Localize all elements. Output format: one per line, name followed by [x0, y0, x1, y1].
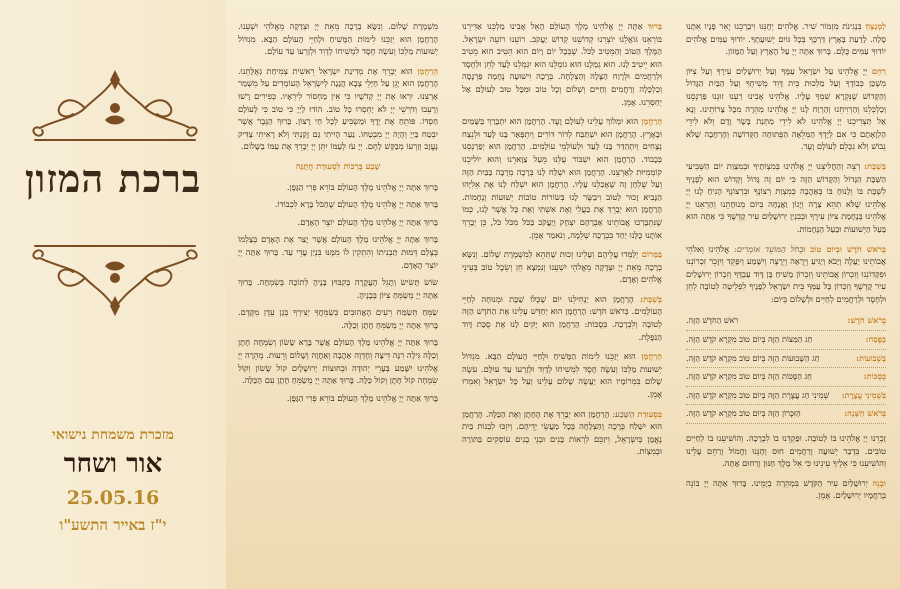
- paragraph-text: הָרַחֲמָן הוּא יְבָרֵךְ אֶת הֶחָתָן וְאֶת הַכַּלָּה. הָרַחֲמָן הוּא יִשְׁלַח בְּרָכָה וְהַצְלָחָה בְּכָל מַעֲשֵׂי יְדֵיהֶם. וְיִזְכּוּ לִבְנוֹת בַּיִת נֶאֱמָן בְּיִשְׂרָאֵל, וִיזַכֵּם לִרְאוֹת בָּנִים וּבְנֵי בָנִים עוֹסְקִים בַּתּוֹרָה וּבְמִצְוֹת.: [462, 408, 662, 457]
- prayer-paragraph: [462, 115, 662, 241]
- holiday-text: הַזִּכָּרוֹן הַזֶּה בְּיוֹם טוֹב מִקְרָא קֹדֶשׁ הַזֶּה.: [686, 409, 801, 419]
- paragraph-lead: בְּשַׁבָּת:: [640, 293, 662, 304]
- blessing-item: בָּרוּךְ אַתָּה יְיָ אֱלֹהֵינוּ מֶלֶךְ הָעוֹלָם יוֹצֵר הָאָדָם.: [297, 216, 438, 227]
- paragraph-lead: בַּמָּרוֹם: [641, 249, 662, 260]
- prayer-paragraph: [462, 248, 662, 286]
- cover-panel: [0, 0, 226, 589]
- blessing-item: בָּרוּךְ אַתָּה יְיָ אֱלֹהֵינוּ מֶלֶךְ הָעוֹלָם אֲשֶׁר יָצַר אֶת הָאָדָם בְּצַלְמוֹ בְּצֶלֶם דְּמוּת תַּבְנִיתוֹ וְהִתְקִין לוֹ מִמֶּנּוּ בִּנְיַן עֲדֵי עַד. בָּרוּךְ אַתָּה יְיָ יוֹצֵר הָאָדָם.: [238, 234, 438, 270]
- prayer-paragraph: [238, 20, 438, 58]
- text-column-2: [462, 20, 662, 577]
- holiday-row: [686, 405, 886, 424]
- holiday-name: בְּפֶסַח:: [865, 334, 886, 345]
- paragraph-lead: הָרַחֲמָן: [417, 65, 438, 76]
- holiday-row: [686, 331, 886, 350]
- cover-hebrew-date: י"ז באייר התשע"ו: [59, 516, 167, 534]
- paragraph-lead: וּבְנֵה: [872, 477, 886, 488]
- paragraph-lead: בְּשַׁבָּת:: [864, 160, 886, 171]
- blessing-item: בָּרוּךְ אַתָּה יְיָ אֱלֹהֵינוּ מֶלֶךְ הָעוֹלָם בּוֹרֵא פְּרִי הַגָּפֶן.: [286, 181, 438, 192]
- text-column-1: [686, 20, 886, 577]
- paragraph-text: רְצֵה וְהַחֲלִיצֵנוּ יְיָ אֱלֹהֵינוּ בְּמִצְוֹתֶיךָ וּבְמִצְוַת יוֹם הַשְּׁבִיעִי הַשַּׁבָּת הַגָּדוֹל וְהַקָּדוֹשׁ הַזֶּה כִּי יוֹם זֶה גָּדוֹל וְקָדוֹשׁ הוּא לְפָנֶיךָ לִשְׁבָּת בּוֹ וְלָנוּחַ בּוֹ בְּאַהֲבָה כְּמִצְוַת רְצוֹנֶךָ וּבִרְצוֹנְךָ הָנִיחַ לָנוּ יְיָ אֱלֹהֵינוּ שֶׁלֹּא תְהֵא צָרָה וְיָגוֹן וַאֲנָחָה בְּיוֹם מְנוּחָתֵנוּ וְהַרְאֵנוּ יְיָ אֱלֹהֵינוּ בְּנֶחָמַת צִיּוֹן עִירֶךָ וּבְבִנְיַן יְרוּשָׁלַיִם עִיר קָדְשֶׁךָ כִּי אַתָּה הוּא בַּעַל הַיְשׁוּעוֹת וּבַעַל הַנֶּחָמוֹת.: [686, 160, 886, 234]
- paragraph-lead: הָרַחֲמָן: [641, 116, 662, 127]
- holiday-name: בְּסֻכּוֹת:: [863, 371, 886, 382]
- paragraph-lead: בִּסְעוּדַת: [637, 408, 662, 419]
- holiday-text: שְׁמִינִי חַג עֲצֶרֶת הַזֶּה בְּיוֹם טוֹב מִקְרָא קֹדֶשׁ הַזֶּה.: [686, 390, 830, 400]
- prayer-paragraph: [686, 477, 886, 502]
- blessing-item: בָּרוּךְ אַתָּה יְיָ אֱלֹהֵינוּ מֶלֶךְ הָעוֹלָם בּוֹרֵא פְּרִי הַגָּפֶן.: [286, 392, 438, 403]
- paragraph-text: הוּא יִמְלוֹךְ עָלֵינוּ לְעוֹלָם וָעֶד. הָרַחֲמָן הוּא יִתְבָּרַךְ בַּשָּׁמַיִם וּבָאָרֶץ. הָרַחֲמָן הוּא יִשְׁתַּבַּח לְדוֹר דּוֹרִים וְיִתְפָּאַר בָּנוּ לָעַד וּלְנֵצַח נְצָחִים וְיִתְהַדַּר בָּנוּ לָעַד וּלְעוֹלְמֵי עוֹלָמִים. הָרַחֲמָן הוּא יְפַרְנְסֵנוּ בְּכָבוֹד. הָרַחֲמָן הוּא יִשְׁבּוֹר עֻלֵּנוּ מֵעַל צַוָּארֵנוּ וְהוּא יוֹלִיכֵנוּ קוֹמְמִיּוּת לְאַרְצֵנוּ. הָרַחֲמָן הוּא יִשְׁלַח לָנוּ בְּרָכָה מְרֻבָּה בַּבַּיִת הַזֶּה וְעַל שֻׁלְחָן זֶה שֶׁאָכַלְנוּ עָלָיו. הָרַחֲמָן הוּא יִשְׁלַח לָנוּ אֶת אֵלִיָּהוּ הַנָּבִיא זָכוּר לַטּוֹב וִיבַשֶּׂר לָנוּ בְּשׂוֹרוֹת טוֹבוֹת יְשׁוּעוֹת וְנֶחָמוֹת. הָרַחֲמָן הוּא יְבָרֵךְ אֶת בַּעֲלִי וְאֶת אִשְׁתִּי וְאֶת כָּל אֲשֶׁר לָנוּ, כְּמוֹ שֶׁנִּתְבָּרְכוּ אֲבוֹתֵינוּ אַבְרָהָם יִצְחָק וְיַעֲקֹב בַּכֹּל מִכֹּל כֹּל, כֵּן יְבָרֵךְ אוֹתָנוּ כֻּלָּנוּ יַחַד בִּבְרָכָה שְׁלֵמָה, וְנֹאמַר אָמֵן.: [462, 116, 662, 240]
- holiday-row: [686, 312, 886, 331]
- holiday-name: בְּשָׁבוּעוֹת:: [856, 352, 886, 363]
- paragraph-text: הָרַחֲמָן הוּא יַנְחִילֵנוּ יוֹם שֶׁכֻּלּוֹ שַׁבָּת וּמְנוּחָה לְחַיֵּי הָעוֹלָמִים. בְּרֹאשׁ חֹדֶשׁ: הָרַחֲמָן הוּא יְחַדֵּשׁ עָלֵינוּ אֶת הַחֹדֶשׁ הַזֶּה לְטוֹבָה וְלִבְרָכָה. בְּסֻכּוֹת: הָרַחֲמָן הוּא יָקִים לָנוּ אֶת סֻכַּת דָּוִד הַנֹּפָלֶת.: [462, 293, 662, 342]
- cover-date: 25.05.16: [66, 487, 160, 509]
- holiday-text: חַג הַמַּצּוֹת הַזֶּה בְּיוֹם טוֹב מִקְרָא קֹדֶשׁ הַזֶּה.: [686, 335, 813, 345]
- cover-memento: מזכרת משמחת נישואי: [52, 427, 174, 443]
- paragraph-lead: הָרַחֲמָן: [641, 351, 662, 362]
- holiday-list: [686, 312, 886, 424]
- text-column-3: [238, 20, 438, 577]
- cover-names: אור ושחר: [63, 449, 163, 479]
- paragraph-text: הוּא יְבָרֵךְ אֶת מְדִינַת יִשְׂרָאֵל רֵאשִׁית צְמִיחַת גְּאֻלָּתֵנוּ. הָרַחֲמָן הוּא יָגֵן עַל חַיָּלֵי צְבָא הֲגָנָה לְיִשְׂרָאֵל הָעוֹמְדִים עַל מִשְׁמַר אַרְצֵנוּ. יִרְאוּ אֶת יְיָ קְדֹשָׁיו כִּי אֵין מַחְסוֹר לִירֵאָיו. כְּפִירִים רָשׁוּ וְרָעֵבוּ וְדֹרְשֵׁי יְיָ לֹא יַחְסְרוּ כָל טוֹב. הוֹדוּ לַיְיָ כִּי טוֹב כִּי לְעוֹלָם חַסְדּוֹ. פּוֹתֵחַ אֶת יָדֶךָ וּמַשְׂבִּיעַ לְכָל חַי רָצוֹן. בָּרוּךְ הַגֶּבֶר אֲשֶׁר יִבְטַח בַּיְיָ וְהָיָה יְיָ מִבְטַחוֹ. נַעַר הָיִיתִי גַּם זָקַנְתִּי וְלֹא רָאִיתִי צַדִּיק נֶעֱזָב וְזַרְעוֹ מְבַקֶּשׁ לָחֶם. יְיָ עֹז לְעַמּוֹ יִתֵּן יְיָ יְבָרֵךְ אֶת עַמּוֹ בַשָּׁלוֹם.: [238, 65, 438, 152]
- cover-title: ברכת המזון: [24, 156, 202, 201]
- paragraph-text: מִשְׁמֶרֶת שָׁלוֹם. וְנִשָּׂא בְרָכָה מֵאֵת יְיָ וּצְדָקָה מֵאֱלֹהֵי יִשְׁעֵנוּ. הָרַחֲמָן הוּא יְזַכֵּנוּ לִימוֹת הַמָּשִׁיחַ וּלְחַיֵּי הָעוֹלָם הַבָּא. מִגְדּוֹל יְשׁוּעוֹת מַלְכּוֹ וְעֹשֶׂה חֶסֶד לִמְשִׁיחוֹ לְדָוִד וּלְזַרְעוֹ עַד עוֹלָם.: [238, 21, 438, 57]
- seven-blessings-title: שֶׁבַע בְּרָכוֹת לִסְעוּדַת חֲתֻנָּה: [295, 160, 381, 171]
- prayer-paragraph: [686, 243, 886, 306]
- holiday-text: רֹאשׁ הַחֹדֶשׁ הַזֶּה.: [686, 316, 739, 326]
- prayer-paragraph: [686, 432, 886, 470]
- paragraph-text: בִּנְגִינֹת מִזְמוֹר שִׁיר. אֱלֹהִים יְחָנֵּנוּ וִיבָרְכֵנוּ יָאֵר פָּנָיו אִתָּנוּ סֶלָה. לָדַעַת בָּאָרֶץ דַּרְכֶּךָ בְּכָל גּוֹיִם יְשׁוּעָתֶךָ. יוֹדוּךָ עַמִּים אֱלֹהִים יוֹדוּךָ עַמִּים כֻּלָּם. בָּרוּךְ אַתָּה יְיָ עַל הָאָרֶץ וְעַל הַמָּזוֹן.: [686, 21, 886, 57]
- blessing-item: שַׂמֵּחַ תְּשַׂמַּח רֵעִים הָאֲהוּבִים כְּשַׂמֵּחֲךָ יְצִירְךָ בְּגַן עֵדֶן מִקֶּדֶם. בָּרוּךְ אַתָּה יְיָ מְשַׂמֵּחַ חָתָן וְכַלָּה.: [238, 307, 438, 330]
- holiday-name: בְּרֹאשׁ הַשָּׁנָה:: [844, 408, 886, 419]
- blessing-item: בָּרוּךְ אַתָּה יְיָ אֱלֹהֵינוּ מֶלֶךְ הָעוֹלָם אֲשֶׁר בָּרָא שָׂשׂוֹן וְשִׂמְחָה חָתָן וְכַלָּה גִּילָה רִנָּה דִּיצָה וְחֶדְוָה אַהֲבָה וְאַחֲוָה וְשָׁלוֹם וְרֵעוּת. מְהֵרָה יְיָ אֱלֹהֵינוּ יִשָּׁמַע בְּעָרֵי יְהוּדָה וּבְחוּצוֹת יְרוּשָׁלָיִם קוֹל שָׂשׂוֹן וְקוֹל שִׂמְחָה קוֹל חָתָן וְקוֹל כַּלָּה. בָּרוּךְ אַתָּה יְיָ מְשַׂמֵּחַ חָתָן עִם הַכַּלָּה.: [238, 337, 438, 386]
- holiday-name: בְּרֹאשׁ חֹדֶשׁ:: [847, 315, 886, 326]
- prayer-paragraph: [686, 65, 886, 153]
- blessing-item: שׂוֹשׂ תָּשִׂישׂ וְתָגֵל הָעֲקָרָה בְּקִבּוּץ בָּנֶיהָ לְתוֹכָהּ בְּשִׂמְחָה. בָּרוּךְ אַתָּה יְיָ מְשַׂמֵּחַ צִיּוֹן בְּבָנֶיהָ.: [238, 277, 438, 300]
- paragraph-lead: רַחֵם: [871, 65, 886, 76]
- prayer-paragraph: [462, 350, 662, 400]
- prayer-paragraph: [462, 408, 662, 458]
- prayer-paragraph: [462, 293, 662, 343]
- ornament-bottom-icon: [25, 238, 205, 318]
- paragraph-note: הַשֶּׁבַע:: [612, 408, 635, 419]
- paragraph-text: יְלַמְּדוּ עֲלֵיהֶם וְעָלֵינוּ זְכוּת שֶׁתְּהֵא לְמִשְׁמֶרֶת שָׁלוֹם. וְנִשָּׂא בְרָכָה מֵאֵת יְיָ וּצְדָקָה מֵאֱלֹהֵי יִשְׁעֵנוּ וְנִמְצָא חֵן וְשֵׂכֶל טוֹב בְּעֵינֵי אֱלֹהִים וְאָדָם.: [462, 249, 662, 285]
- paragraph-text: יְרוּשָׁלַיִם עִיר הַקֹּדֶשׁ בִּמְהֵרָה בְיָמֵינוּ. בָּרוּךְ אַתָּה יְיָ בּוֹנֵה בְרַחֲמָיו יְרוּשָׁלָיִם. אָמֵן.: [686, 477, 886, 501]
- paragraph-text: הוּא יְזַכֵּנוּ לִימוֹת הַמָּשִׁיחַ וּלְחַיֵּי הָעוֹלָם הַבָּא. מִגְדּוֹל יְשׁוּעוֹת מַלְכּוֹ וְעֹשֶׂה חֶסֶד לִמְשִׁיחוֹ לְדָוִד וּלְזַרְעוֹ עַד עוֹלָם. עֹשֶׂה שָׁלוֹם בִּמְרוֹמָיו הוּא יַעֲשֶׂה שָׁלוֹם עָלֵינוּ וְעַל כָּל יִשְׂרָאֵל וְאִמְרוּ אָמֵן.: [462, 351, 662, 400]
- holiday-name: בִּשְׁמִינִי עֲצֶרֶת:: [841, 389, 886, 400]
- holiday-row: [686, 387, 886, 406]
- paragraph-text: אֱלֹהֵינוּ וֵאלֹהֵי אֲבוֹתֵינוּ יַעֲלֶה וְיָבֹא וְיַגִּיעַ וְיֵרָאֶה וְיֵרָצֶה וְיִשָּׁמַע וְיִפָּקֵד וְיִזָּכֵר זִכְרוֹנֵנוּ וּפִקְדוֹנֵנוּ וְזִכְרוֹן אֲבוֹתֵינוּ וְזִכְרוֹן מָשִׁיחַ בֶּן דָּוִד עַבְדֶּךָ וְזִכְרוֹן יְרוּשָׁלַיִם עִיר קָדְשֶׁךָ וְזִכְרוֹן כָּל עַמְּךָ בֵּית יִשְׂרָאֵל לְפָנֶיךָ לִפְלֵיטָה לְטוֹבָה לְחֵן וּלְחֶסֶד וּלְרַחֲמִים לְחַיִּים וּלְשָׁלוֹם בְּיוֹם:: [686, 243, 886, 304]
- prayer-paragraph: [686, 20, 886, 58]
- holiday-row: [686, 368, 886, 387]
- paragraph-lead: לַמְנַצֵּחַ: [865, 21, 886, 31]
- paragraph-text: יְיָ אֱלֹהֵינוּ עַל יִשְׂרָאֵל עַמֶּךָ וְעַל יְרוּשָׁלַיִם עִירֶךָ וְעַל צִיּוֹן מִשְׁכַּן כְּבוֹדֶךָ וְעַל מַלְכוּת בֵּית דָּוִד מְשִׁיחֶךָ וְעַל הַבַּיִת הַגָּדוֹל וְהַקָּדוֹשׁ שֶׁנִּקְרָא שִׁמְךָ עָלָיו. אֱלֹהֵינוּ אָבִינוּ רְעֵנוּ זוּנֵנוּ פַּרְנְסֵנוּ וְכַלְכְּלֵנוּ וְהַרְוִיחֵנוּ וְהַרְוַח לָנוּ יְיָ אֱלֹהֵינוּ מְהֵרָה מִכָּל צָרוֹתֵינוּ. וְנָא אַל תַּצְרִיכֵנוּ יְיָ אֱלֹהֵינוּ לֹא לִידֵי מַתְּנַת בָּשָׂר וָדָם וְלֹא לִידֵי הַלְוָאָתָם כִּי אִם לְיָדְךָ הַמְּלֵאָה הַפְּתוּחָה הַקְּדוֹשָׁה וְהָרְחָבָה שֶׁלֹּא נֵבוֹשׁ וְלֹא נִכָּלֵם לְעוֹלָם וָעֶד.: [686, 65, 886, 152]
- paragraph-text: אַתָּה יְיָ אֱלֹהֵינוּ מֶלֶךְ הָעוֹלָם הָאֵל אָבִינוּ מַלְכֵּנוּ אַדִּירֵנוּ בּוֹרְאֵנוּ גּוֹאֲלֵנוּ יוֹצְרֵנוּ קְדוֹשֵׁנוּ קְדוֹשׁ יַעֲקֹב. רוֹעֵנוּ רוֹעֵה יִשְׂרָאֵל. הַמֶּלֶךְ הַטּוֹב וְהַמֵּטִיב לַכֹּל. שֶׁבְּכָל יוֹם וָיוֹם הוּא הֵטִיב הוּא מֵטִיב הוּא יֵיטִיב לָנוּ. הוּא גְמָלָנוּ הוּא גוֹמְלֵנוּ הוּא יִגְמְלֵנוּ לָעַד לְחֵן וּלְחֶסֶד וּלְרַחֲמִים וּלְרֶוַח הַצָּלָה וְהַצְלָחָה. בְּרָכָה וִישׁוּעָה נֶחָמָה פַּרְנָסָה וְכַלְכָּלָה וְרַחֲמִים וְחַיִּים וְשָׁלוֹם וְכָל טוֹב וּמִכָּל טוּב לְעוֹלָם אַל יְחַסְּרֵנוּ. אָמֵן.: [462, 21, 662, 107]
- paragraph-lead: בְּרֹאשׁ חֹדֶשׁ וּבְיוֹם טוֹב: [810, 243, 886, 254]
- ornament-top-icon: [25, 68, 205, 148]
- prayer-paragraph: [238, 65, 438, 153]
- paragraph-note: וּבְחֹל הַמּוֹעֵד אוֹמְרִים:: [734, 243, 806, 254]
- paragraph-lead: בָּרוּךְ: [647, 21, 662, 31]
- holiday-text: חַג הַשָּׁבוּעוֹת הַזֶּה בְּיוֹם טוֹב מִקְרָא קֹדֶשׁ הַזֶּה.: [686, 353, 820, 363]
- prayer-paragraph: [686, 160, 886, 236]
- paragraph-text: זָכְרֵנוּ יְיָ אֱלֹהֵינוּ בּוֹ לְטוֹבָה. וּפָקְדֵנוּ בוֹ לִבְרָכָה. וְהוֹשִׁיעֵנוּ בוֹ לְחַיִּים טוֹבִים. בִּדְבַר יְשׁוּעָה וְרַחֲמִים חוּס וְחָנֵּנוּ וַחֲמוֹל וְרַחֵם עָלֵינוּ וְהוֹשִׁיעֵנוּ כִּי אֵלֶיךָ עֵינֵינוּ כִּי אֵל מֶלֶךְ חַנּוּן וְרַחוּם אָתָּה.: [686, 433, 886, 469]
- prayer-paragraph: [462, 20, 662, 108]
- blessing-item: בָּרוּךְ אַתָּה יְיָ אֱלֹהֵינוּ מֶלֶךְ הָעוֹלָם שֶׁהַכֹּל בָּרָא לִכְבוֹדוֹ.: [274, 199, 438, 210]
- holiday-row: [686, 350, 886, 369]
- holiday-text: חַג הַסֻּכּוֹת הַזֶּה בְּיוֹם טוֹב מִקְרָא קֹדֶשׁ הַזֶּה.: [686, 372, 812, 382]
